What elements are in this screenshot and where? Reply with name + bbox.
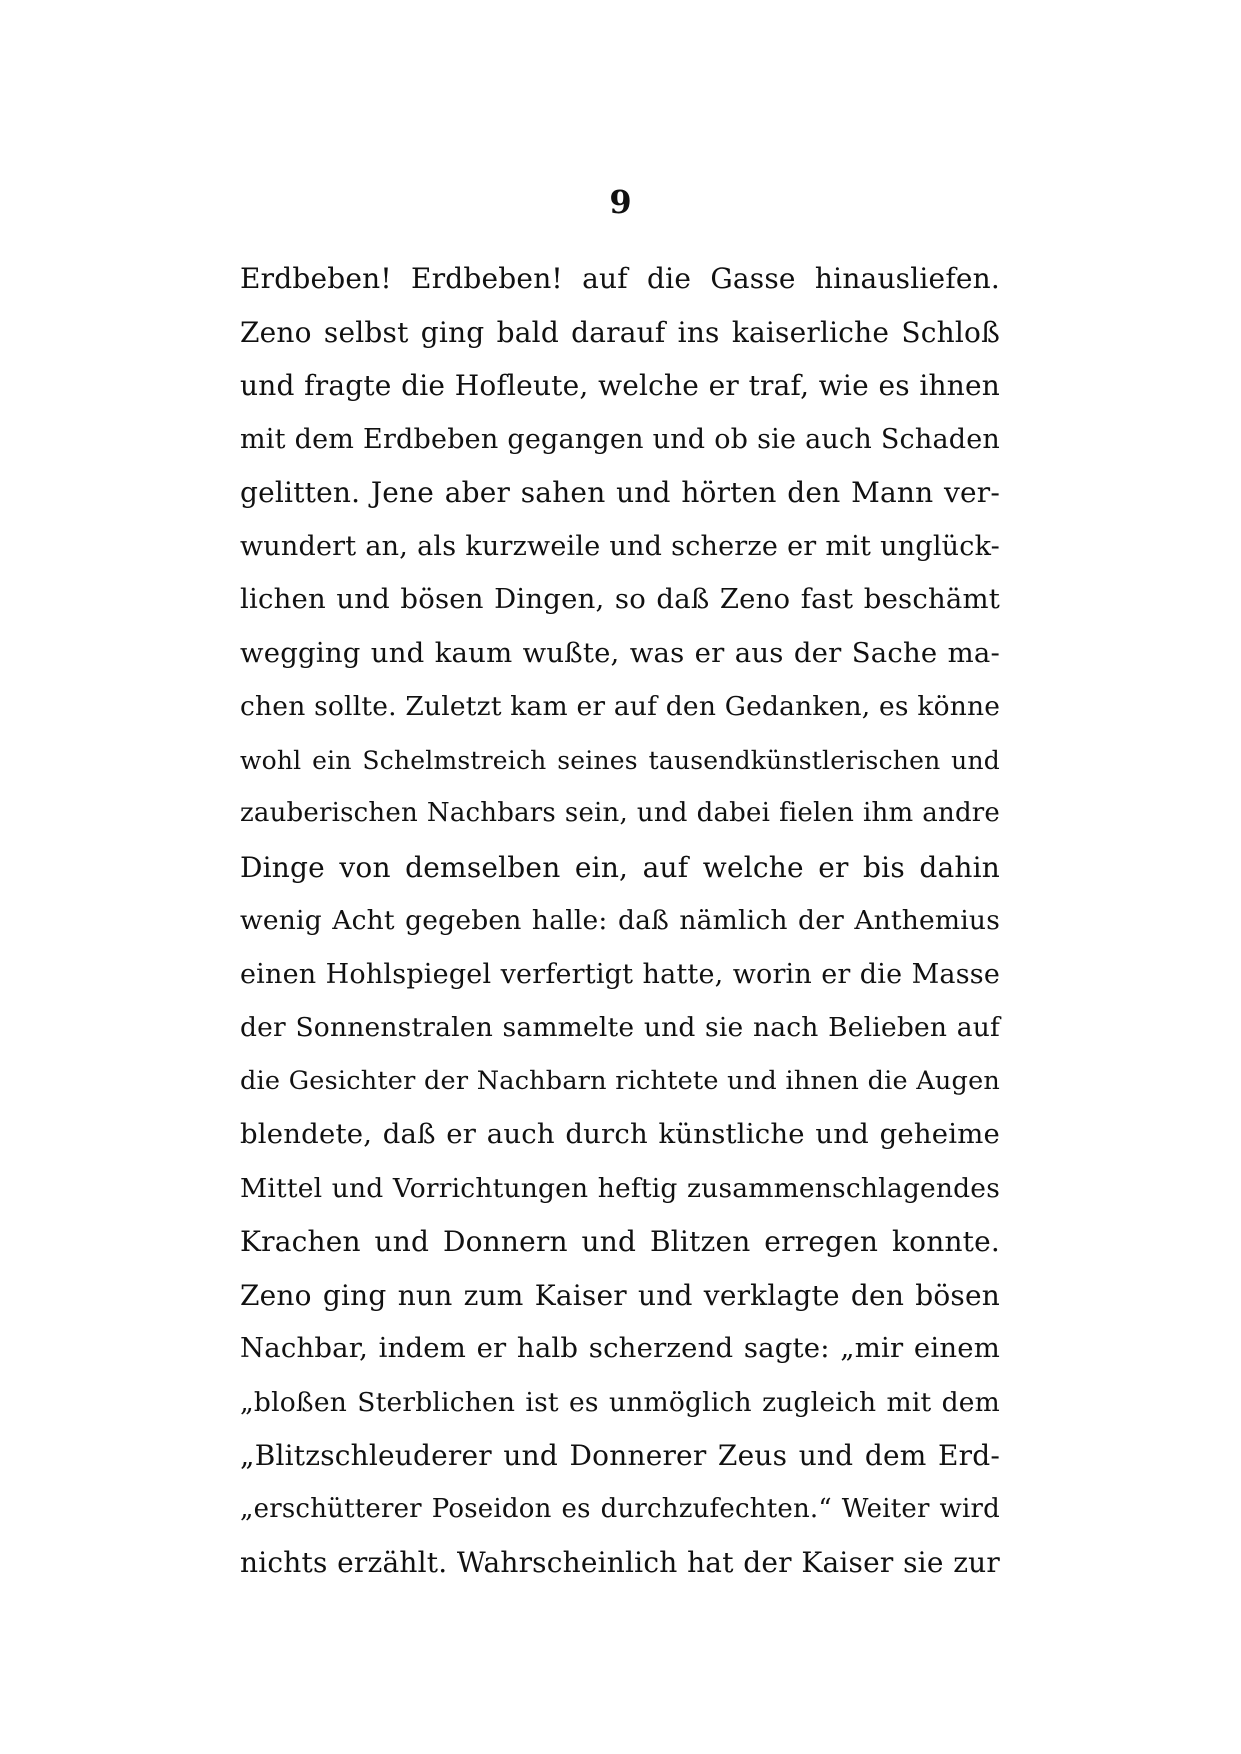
- text-line: „bloßen Sterblichen ist es unmöglich zugleich mit dem: [240, 1386, 1000, 1418]
- text-line: „erschütterer Poseidon es durchzufechten.“ Weiter wird: [240, 1493, 1000, 1524]
- body-text: [240, 252, 1000, 1590]
- text-line: lichen und bösen Dingen, so daß Zeno fast beschämt: [240, 583, 1000, 615]
- text-line: einen Hohlspiegel verfertigt hatte, worin er die Masse: [240, 958, 1000, 990]
- text-line: wenig Acht gegeben halle: daß nämlich der Anthemius: [240, 905, 1000, 936]
- text-line: Dinge von demselben ein, auf welche er bis dahin: [240, 850, 1000, 884]
- text-line: Nachbar, indem er halb scherzend sagte: „mir einem: [240, 1332, 1000, 1364]
- text-line: nichts erzählt. Wahrscheinlich hat der Kaiser sie zur: [240, 1546, 1000, 1579]
- text-line: wegging und kaum wußte, was er aus der Sache ma-: [240, 636, 1000, 669]
- text-line: der Sonnenstralen sammelte und sie nach Belieben auf: [240, 1012, 1000, 1043]
- text-line: chen sollte. Zuletzt kam er auf den Gedanken, es könne: [240, 691, 1001, 722]
- text-line: zauberischen Nachbars sein, und dabei fielen ihm andre: [240, 798, 1000, 828]
- text-line: die Gesichter der Nachbarn richtete und ihnen die Augen: [240, 1065, 1000, 1096]
- text-line: wohl ein Schelmstreich seines tausendkünstlerischen und: [240, 745, 1000, 775]
- text-line: mit dem Erdbeben gegangen und ob sie auch Schaden: [240, 423, 1000, 455]
- text-line: blendete, daß er auch durch künstliche und geheime: [240, 1118, 1000, 1150]
- text-line: „Blitzschleuderer und Donnerer Zeus und dem Erd-: [240, 1439, 1000, 1472]
- text-line: Erdbeben! Erdbeben! auf die Gasse hinausliefen.: [240, 262, 1000, 295]
- text-line: Mittel und Vorrichtungen heftig zusammenschlagendes: [240, 1172, 1000, 1204]
- text-line: Zeno ging nun zum Kaiser und verklagte den bösen: [240, 1278, 1000, 1312]
- text-line: Zeno selbst ging bald darauf ins kaiserliche Schloß: [240, 315, 1000, 349]
- text-line: Krachen und Donnern und Blitzen erregen konnte.: [240, 1225, 1000, 1258]
- text-line: gelitten. Jene aber sahen und hörten den Mann ver-: [240, 476, 1000, 509]
- page-number: 9: [609, 183, 632, 221]
- text-line: und fragte die Hofleute, welche er traf, wie es ihnen: [240, 369, 1000, 402]
- text-line: wundert an, als kurzweile und scherze er mit unglück-: [240, 530, 1000, 562]
